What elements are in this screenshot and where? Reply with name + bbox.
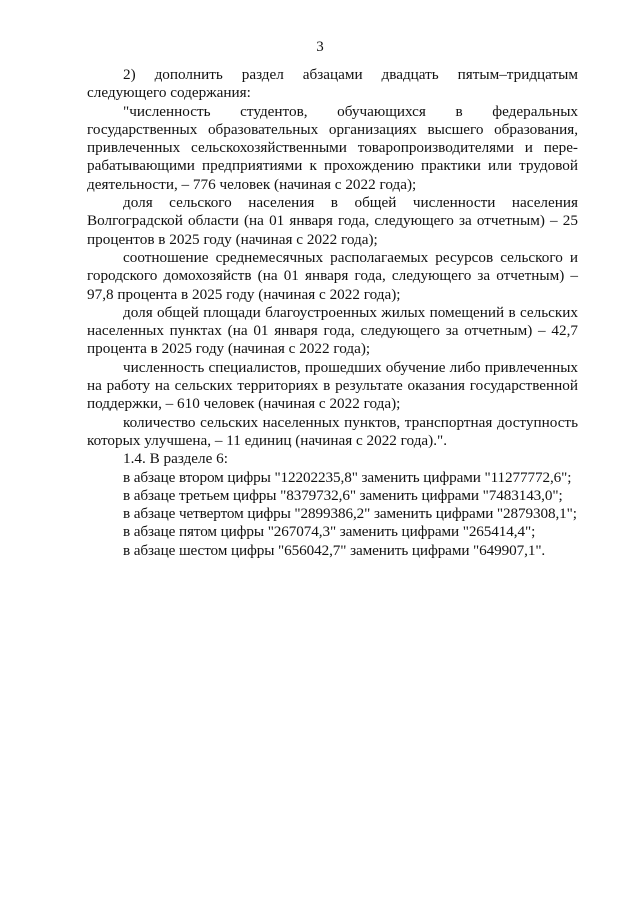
paragraph-section-6-heading: 1.4. В разделе 6: bbox=[123, 450, 228, 468]
paragraph-specialists-indicator: численность специалистов, прошедших обучение либо привлеченных на работу на сельских территориях в результате оказания государственной поддержки, – 610 человек (начиная с 2022 года); bbox=[87, 358, 578, 413]
paragraph-students-indicator: "численность студентов, обучающихся в федеральных государственных образовательных организациях высшего образования, привлеченных сельскохозяйственными товаропроизводителями и пере-рабатывающими предприятиями к прохождению практики или трудовой деятельности, – 776 человек (начиная с 2022 года); bbox=[87, 102, 578, 193]
document-body bbox=[87, 66, 578, 560]
paragraph-section-6-item-3: в абзаце третьем цифры "8379732,6" заменить цифрами "7483143,0"; bbox=[123, 486, 563, 504]
paragraph-section-6-item-4: в абзаце четвертом цифры "2899386,2" заменить цифрами "2879308,1"; bbox=[123, 505, 577, 523]
page-number: 3 bbox=[316, 39, 324, 55]
paragraph-section-6-item-5: в абзаце пятом цифры "267074,3" заменить цифрами "265414,4"; bbox=[123, 523, 536, 541]
paragraph-section-6-item-2: в абзаце втором цифры "12202235,8" заменить цифрами "11277772,6"; bbox=[123, 468, 572, 486]
paragraph-transport-access-indicator: количество сельских населенных пунктов, транспортная доступность которых улучшена, – 11 единиц (начиная с 2022 года).". bbox=[87, 413, 578, 449]
paragraph-rural-population-indicator: доля сельского населения в общей численности населения Волгоградской области (на 01 января года, следующего за отчетным) – 25 процентов в 2025 году (начиная с 2022 года); bbox=[87, 194, 578, 248]
paragraph-housing-area-indicator: доля общей площади благоустроенных жилых помещений в сельских населенных пунктах (на 01 января года, следующего за отчетным) – 42,7 процента в 2025 году (начиная с 2022 года); bbox=[87, 303, 578, 358]
paragraph-section-6-item-6: в абзаце шестом цифры "656042,7" заменить цифрами "649907,1". bbox=[123, 541, 546, 559]
paragraph-amendment-intro: 2) дополнить раздел абзацами двадцать пятым–тридцатым следующего содержания: bbox=[87, 66, 578, 102]
paragraph-household-resources-indicator: соотношение среднемесячных располагаемых ресурсов сельского и городского домохозяйств (на 01 января года, следующего за отчетным) – 97,8 процента в 2025 году (начиная с 2022 года); bbox=[87, 248, 578, 303]
